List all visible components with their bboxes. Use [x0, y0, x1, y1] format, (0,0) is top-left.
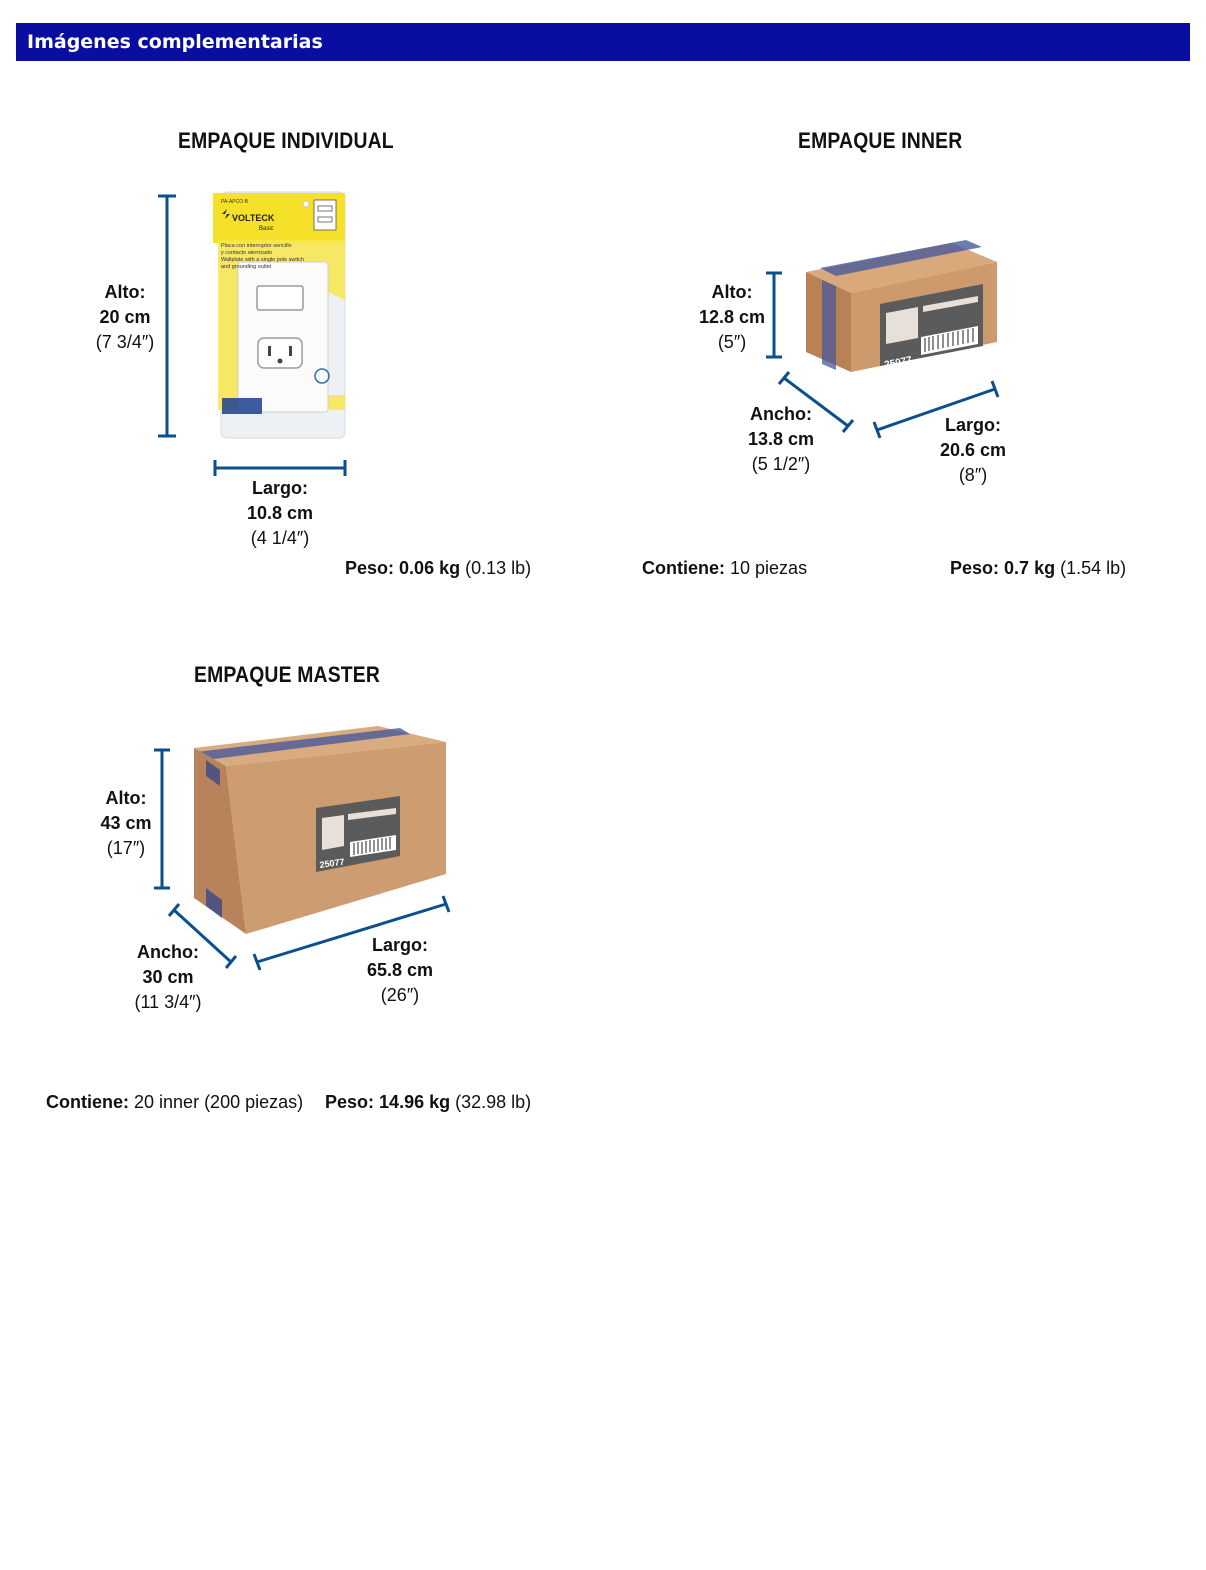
inner-alto-title: Alto: — [711, 282, 753, 302]
master-peso — [325, 1092, 531, 1113]
inner-contiene — [642, 558, 807, 579]
individual-peso-label: Peso: — [345, 558, 395, 578]
inner-largo-metric: 20.6 cm — [939, 440, 1007, 460]
individual-alto-label — [80, 280, 170, 355]
svg-text:VOLTECK: VOLTECK — [232, 213, 275, 223]
master-contiene-label: Contiene: — [46, 1092, 129, 1112]
master-contiene — [46, 1092, 303, 1113]
inner-ancho-metric: 13.8 cm — [747, 429, 815, 449]
individual-largo-title: Largo: — [252, 478, 308, 498]
inner-ancho-imperial: (5 1/2″) — [751, 454, 811, 474]
master-peso-extra: (32.98 lb) — [455, 1092, 532, 1112]
individual-peso-extra: (0.13 lb) — [465, 558, 532, 578]
svg-text:25077: 25077 — [318, 856, 346, 870]
svg-text:PA-APCO-B: PA-APCO-B — [221, 199, 249, 205]
inner-alto-label — [690, 280, 774, 355]
inner-alto-imperial: (5″) — [717, 332, 747, 352]
master-ancho-title: Ancho: — [137, 942, 199, 962]
master-title: EMPAQUE MASTER — [194, 662, 381, 687]
svg-text:y contacto aterrizado: y contacto aterrizado — [221, 250, 273, 256]
master-alto-label — [86, 786, 166, 861]
inner-peso-extra: (1.54 lb) — [1060, 558, 1127, 578]
svg-text:and grounding outlet: and grounding outlet — [221, 264, 272, 270]
master-ancho-label — [122, 940, 214, 1015]
individual-largo-metric: 10.8 cm — [246, 503, 314, 523]
individual-largo-label — [235, 476, 325, 551]
section-header: Imágenes complementarias — [16, 23, 1190, 61]
inner-contiene-value: 10 piezas — [730, 558, 808, 578]
individual-alto-imperial: (7 3/4″) — [95, 332, 155, 352]
individual-largo-imperial: (4 1/4″) — [250, 528, 310, 548]
inner-largo-label — [928, 413, 1018, 488]
individual-peso-value: 0.06 kg — [399, 558, 461, 578]
svg-text:Wallplate with a single pole s: Wallplate with a single pole switch — [221, 257, 304, 263]
inner-alto-metric: 12.8 cm — [698, 307, 766, 327]
inner-ancho-label — [736, 402, 826, 477]
master-alto-metric: 43 cm — [100, 813, 152, 833]
master-largo-metric: 65.8 cm — [366, 960, 434, 980]
inner-contiene-label: Contiene: — [642, 558, 725, 578]
svg-text:25077: 25077 — [883, 354, 913, 371]
master-largo-imperial: (26″) — [380, 985, 420, 1005]
master-peso-label: Peso: — [325, 1092, 375, 1112]
svg-text:Placa con interruptor sencillo: Placa con interruptor sencillo — [221, 243, 292, 249]
inner-title: EMPAQUE INNER — [798, 128, 963, 153]
master-alto-title: Alto: — [105, 788, 147, 808]
master-largo-title: Largo: — [372, 935, 428, 955]
individual-alto-title: Alto: — [104, 282, 146, 302]
master-ancho-imperial: (11 3/4″) — [134, 992, 202, 1012]
inner-peso — [950, 558, 1126, 579]
inner-peso-label: Peso: — [950, 558, 1000, 578]
master-alto-imperial: (17″) — [106, 838, 146, 858]
master-largo-label — [354, 933, 446, 1008]
individual-peso — [345, 558, 531, 579]
inner-peso-value: 0.7 kg — [1004, 558, 1056, 578]
svg-text:Basic: Basic — [259, 226, 274, 232]
individual-title: EMPAQUE INDIVIDUAL — [178, 128, 394, 153]
master-contiene-value: 20 inner (200 piezas) — [134, 1092, 304, 1112]
individual-alto-metric: 20 cm — [99, 307, 151, 327]
inner-largo-imperial: (8″) — [958, 465, 988, 485]
inner-largo-title: Largo: — [945, 415, 1001, 435]
master-ancho-metric: 30 cm — [142, 967, 194, 987]
master-peso-value: 14.96 kg — [379, 1092, 451, 1112]
inner-ancho-title: Ancho: — [750, 404, 812, 424]
